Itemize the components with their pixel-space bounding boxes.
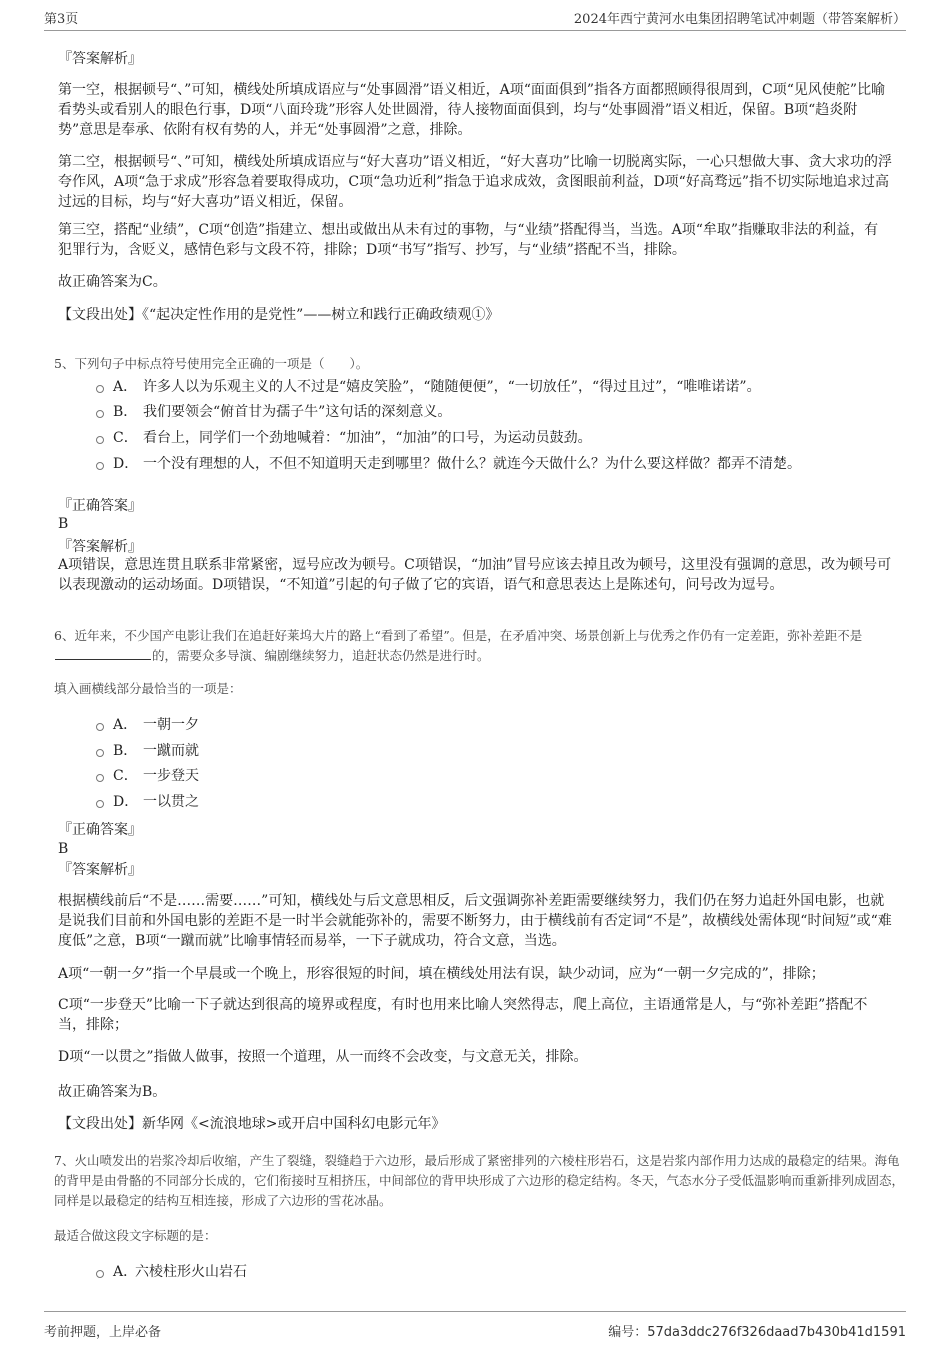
footer-slogan: 考前押题，上岸必备	[44, 1325, 162, 1340]
option-text: 我们要领会“俯首甘为孺子牛”这句话的深刻意义。	[143, 404, 452, 420]
document-title: 2024年西宁黄河水电集团招聘笔试冲刺题（带答案解析）	[573, 12, 906, 27]
q5-analysis: A项错误，意思连贯且联系非常紧密，逗号应改为顿号。C项错误，“加油”冒号应该去掉且改为顿号，这里没有强调的意思，改为顿号可以表现激动的运动场面。D项错误，“不知道”引起的句子做了它的宾语，语气和意思表达上是陈述句，问号改为逗号。	[58, 557, 892, 593]
option-text: 六棱柱形火山岩石	[135, 1264, 247, 1280]
option-text: 许多人以为乐观主义的人不过是“嬉皮笑脸”，“随随便便”，“一切放任”，“得过且过”，“唯唯诺诺”。	[143, 379, 761, 395]
q4-analysis-p3: 第三空，搭配“业绩”，C项“创造”指建立、想出或做出从未有过的事物，与“业绩”搭配得当，当选。A项“牟取”指赚取非法的利益，有犯罪行为，含贬义，感情色彩与文段不符，排除；D项“书写”指写、抄写，与“业绩”搭配不当，排除。	[58, 222, 879, 258]
q5-option-d[interactable]	[96, 454, 906, 474]
q6-answer: B	[58, 841, 69, 857]
q5-analysis-label: 『答案解析』	[58, 539, 142, 555]
q7-question: 7、火山喷发出的岩浆冷却后收缩，产生了裂缝，裂缝趋于六边形，最后形成了紧密排列的六棱柱形岩石，这是岩浆内部作用力达成的最稳定的结果。海龟的背甲是由骨骼的不同部分长成的，它们衔接时互相挤压，中间部位的背甲块形成了六边形的稳定结构。冬天，气态水分子受低温影响而重新排列成固态，同样是以最稳定的结构互相连接，形成了六边形的雪花冰晶。	[54, 1153, 905, 1208]
option-letter: B．	[113, 404, 138, 420]
page-footer	[44, 1311, 906, 1340]
option-letter: D．	[113, 456, 139, 472]
q6-option-a[interactable]	[96, 715, 906, 735]
q5-answer: B	[58, 516, 69, 532]
q6-analysis-p3: C项“一步登天”比喻一下子就达到很高的境界或程度，有时也用来比喻人突然得志，爬上高位，主语通常是人，与“弥补差距”搭配不当，排除；	[58, 997, 868, 1033]
radio-icon[interactable]	[96, 1270, 104, 1278]
q4-analysis-label: 『答案解析』	[58, 51, 142, 67]
q5-option-a[interactable]	[96, 377, 906, 397]
code-label: 编号：	[608, 1325, 648, 1340]
code-value: 57da3ddc276f326daad7b430b41d1591	[647, 1325, 906, 1340]
radio-icon[interactable]	[96, 749, 104, 757]
q6-option-b[interactable]	[96, 741, 906, 761]
option-text: 一以贯之	[143, 794, 199, 810]
q4-source: 【文段出处】《“起决定性作用的是党性”——树立和践行正确政绩观①》	[58, 307, 500, 323]
option-letter: A．	[113, 379, 138, 395]
q7-prompt: 最适合做这段文字标题的是：	[54, 1228, 217, 1243]
q5-option-b[interactable]	[96, 402, 906, 422]
option-text: 一个没有理想的人，不但不知道明天走到哪里？做什么？就连今天做什么？为什么要这样做？都弄不清楚。	[143, 456, 801, 472]
q6-answer-label: 『正确答案』	[58, 822, 142, 838]
option-text: 看台上，同学们一个劲地喊着：“加油”，“加油”的口号，为运动员鼓劲。	[143, 430, 592, 446]
q6-question-part1: 6、近年来，不少国产电影让我们在追赶好莱坞大片的路上“看到了希望”。但是，在矛盾冲突、场景创新上与优秀之作仍有一定差距，弥补差距不是	[54, 628, 863, 643]
q4-conclusion: 故正确答案为C。	[58, 274, 167, 290]
q5-answer-label: 『正确答案』	[58, 498, 142, 514]
q7-option-a[interactable]	[96, 1262, 906, 1282]
q5-question: 5、下列句子中标点符号使用完全正确的一项是（ ）。	[54, 356, 369, 371]
page-number: 第3页	[44, 12, 79, 27]
radio-icon[interactable]	[96, 436, 104, 444]
q6-question-part2: 的，需要众多导演、编剧继续努力，追赶状态仍然是进行时。	[152, 648, 490, 663]
q6-conclusion: 故正确答案为B。	[58, 1084, 167, 1100]
fill-blank	[55, 647, 151, 660]
option-text: 一步登天	[143, 768, 199, 784]
q6-prompt: 填入画横线部分最恰当的一项是：	[54, 681, 242, 696]
option-letter: B．	[113, 743, 138, 759]
radio-icon[interactable]	[96, 410, 104, 418]
q6-analysis-p2: A项“一朝一夕”指一个早晨或一个晚上，形容很短的时间，填在横线处用法有误，缺少动词，应为“一朝一夕完成的”，排除；	[58, 966, 825, 982]
radio-icon[interactable]	[96, 385, 104, 393]
q6-option-d[interactable]	[96, 792, 906, 812]
radio-icon[interactable]	[96, 800, 104, 808]
q6-question	[54, 626, 906, 666]
document-code	[608, 1321, 906, 1340]
page-header	[44, 8, 906, 31]
option-letter: C．	[113, 768, 138, 784]
q6-option-c[interactable]	[96, 766, 906, 786]
radio-icon[interactable]	[96, 774, 104, 782]
q6-analysis-label: 『答案解析』	[58, 862, 142, 878]
radio-icon[interactable]	[96, 723, 104, 731]
q6-analysis-p1: 根据横线前后“不是……需要……”可知，横线处与后文意思相反，后文强调弥补差距需要继续努力，我们仍在努力追赶外国电影，也就是说我们目前和外国电影的差距不是一时半会就能弥补的，需要不断努力，由于横线前有否定词“不是”，故横线处需体现“时间短”或“难度低”之意，B项“一蹴而就”比喻事情轻而易举，一下子就成功，符合文意，当选。	[58, 893, 892, 949]
q6-source: 【文段出处】新华网《<流浪地球>或开启中国科幻电影元年》	[58, 1116, 446, 1132]
option-letter: A．	[113, 717, 138, 733]
q4-analysis-p2: 第二空，根据顿号“、”可知，横线处所填成语应与“好大喜功”语义相近，“好大喜功”比喻一切脱离实际，一心只想做大事、贪大求功的浮夸作风，A项“急于求成”形容急着要取得成功，C项“急功近利”指急于追求成效，贪图眼前利益，D项“好高骛远”指不切实际地追求过高过远的目标，均与“好大喜功”语义相近，保留。	[58, 154, 892, 210]
q4-analysis-p1: 第一空，根据顿号“、”可知，横线处所填成语应与“处事圆滑”语义相近，A项“面面俱到”指各方面都照顾得很周到，C项“见风使舵”比喻看势头或看别人的眼色行事，D项“八面玲珑”形容人处世圆滑，待人接物面面俱到，均与“处事圆滑”语义相近，保留。B项“趋炎附势”意思是奉承、依附有权有势的人，并无“处事圆滑”之意，排除。	[58, 82, 886, 138]
option-letter: C．	[113, 430, 138, 446]
q6-analysis-p4: D项“一以贯之”指做人做事，按照一个道理，从一而终不会改变，与文意无关，排除。	[58, 1049, 588, 1065]
q5-option-c[interactable]	[96, 428, 906, 448]
option-letter: A．	[113, 1264, 138, 1280]
option-text: 一蹴而就	[143, 743, 199, 759]
radio-icon[interactable]	[96, 462, 104, 470]
option-letter: D．	[113, 794, 139, 810]
option-text: 一朝一夕	[143, 717, 199, 733]
